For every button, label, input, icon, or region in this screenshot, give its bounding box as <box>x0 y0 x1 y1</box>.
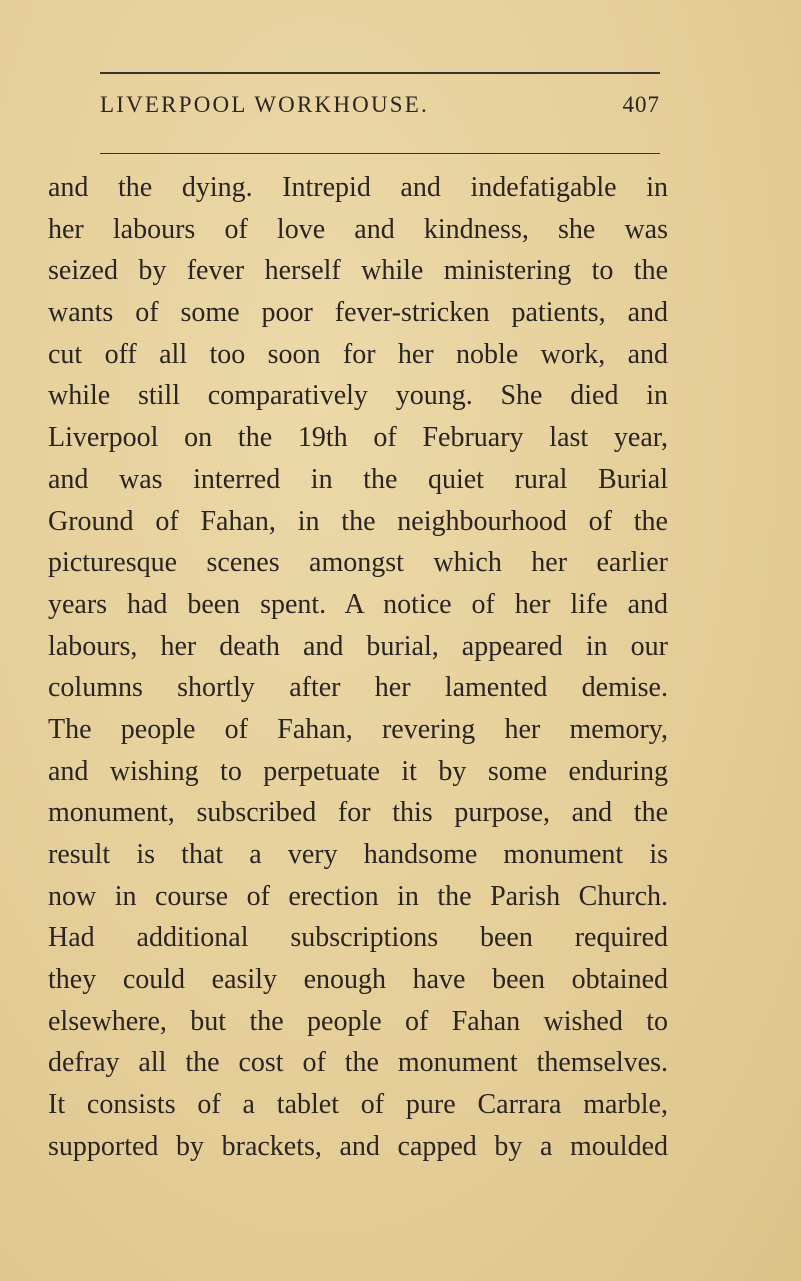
running-head <box>100 92 660 132</box>
text-line: monument, subscribed for this purpose, and the <box>48 797 668 829</box>
page-number: 407 <box>622 92 660 117</box>
text-line: result is that a very handsome monument is <box>48 839 668 870</box>
text-line: wants of some poor fever-stricken patients, and <box>48 297 668 329</box>
text-line: and wishing to perpetuate it by some enduring <box>48 755 668 787</box>
text-line: elsewhere, but the people of Fahan wished to <box>48 1005 668 1037</box>
text-line: It consists of a tablet of pure Carrara marble, <box>48 1089 668 1121</box>
running-title: LIVERPOOL WORKHOUSE. <box>100 92 429 117</box>
text-line: and was interred in the quiet rural Burial <box>48 463 668 495</box>
body-text <box>48 167 668 1168</box>
text-line: years had been spent. A notice of her life and <box>48 588 668 620</box>
text-line: defray all the cost of the monument themselves. <box>48 1047 668 1079</box>
text-line: Had additional subscriptions been required <box>48 922 668 954</box>
header-rule-bottom <box>100 153 660 154</box>
text-line: and the dying. Intrepid and indefatigable in <box>48 172 668 203</box>
text-line: picturesque scenes amongst which her earlier <box>48 547 668 579</box>
text-line: Ground of Fahan, in the neighbourhood of the <box>48 505 668 537</box>
text-line: Liverpool on the 19th of February last year, <box>48 422 668 454</box>
text-line: The people of Fahan, revering her memory, <box>48 713 668 745</box>
text-line: they could easily enough have been obtained <box>48 964 668 996</box>
header-rule-top <box>100 72 660 74</box>
text-line: labours, her death and burial, appeared in our <box>48 630 668 662</box>
text-line: seized by fever herself while ministering to the <box>48 255 668 287</box>
text-line: now in course of erection in the Parish Church. <box>48 880 668 912</box>
text-line: supported by brackets, and capped by a moulded <box>48 1130 668 1162</box>
text-line: while still comparatively young. She died in <box>48 380 668 412</box>
text-line: cut off all too soon for her noble work, and <box>48 338 668 370</box>
text-line: her labours of love and kindness, she was <box>48 213 668 245</box>
text-line: columns shortly after her lamented demise. <box>48 672 668 704</box>
